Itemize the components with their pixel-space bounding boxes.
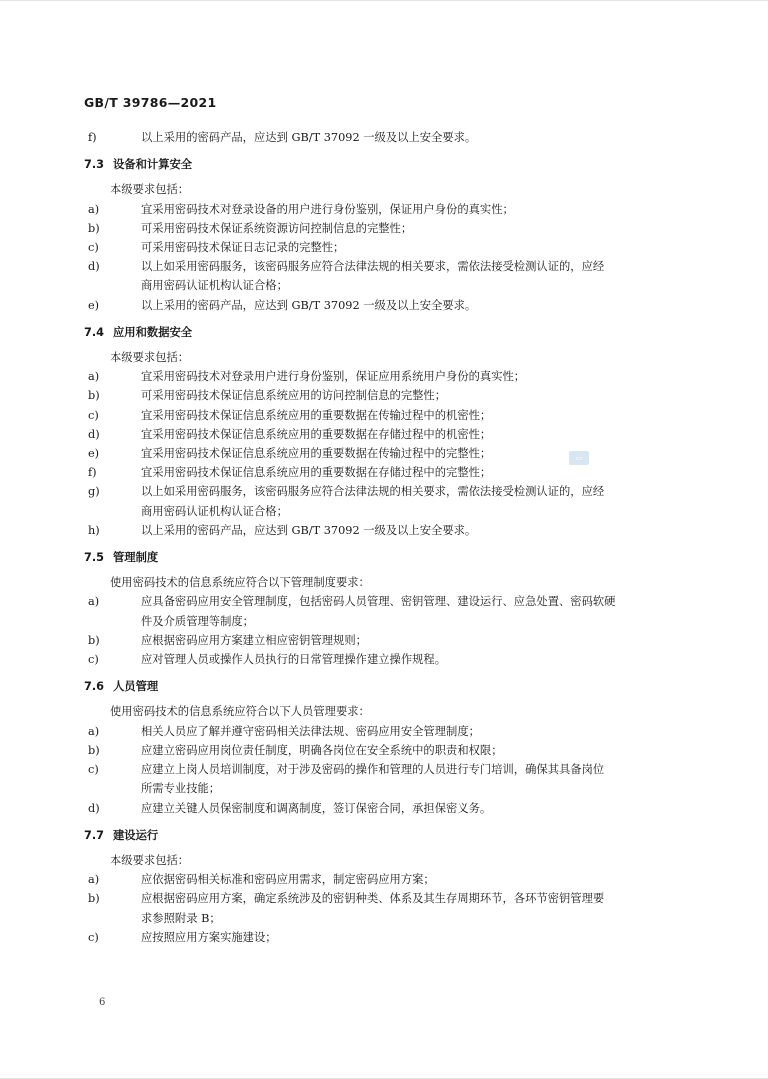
list-item <box>84 296 684 315</box>
item-text-line: 以上采用的密码产品，应达到 GB/T 37092 一级及以上安全要求。 <box>141 523 477 537</box>
section-title: 设备和计算安全 <box>113 158 193 172</box>
item-marker: b) <box>88 221 100 235</box>
item-text-line: 以上采用的密码产品，应达到 GB/T 37092 一级及以上安全要求。 <box>141 298 477 312</box>
document-body <box>84 128 684 947</box>
item-text-line: 应建立关键人员保密制度和调离制度，签订保密合同，承担保密义务。 <box>141 801 492 815</box>
item-marker: d) <box>88 260 100 274</box>
item-text-line: 应根据密码应用方案建立相应密钥管理规则； <box>141 633 367 647</box>
standard-code: GB/T 39786—2021 <box>84 95 217 110</box>
item-marker: a) <box>88 724 100 738</box>
item-text-line: 应建立密码应用岗位责任制度，明确各岗位在安全系统中的职责和权限； <box>141 743 503 757</box>
item-marker: e) <box>88 298 100 312</box>
watermark-logo: ▭ <box>569 451 589 465</box>
item-marker: c) <box>88 408 99 422</box>
item-text-line: 求参照附录 B； <box>141 911 221 925</box>
sections-container <box>84 155 684 947</box>
section-number: 7.3 <box>84 158 105 172</box>
item-marker: d) <box>88 427 100 441</box>
item-marker: a) <box>88 873 100 887</box>
item-marker: c) <box>88 653 99 667</box>
list-item <box>84 238 684 257</box>
section-heading <box>84 548 684 567</box>
page-number: 6 <box>99 997 106 1008</box>
item-marker: b) <box>88 389 100 403</box>
list-item <box>84 257 684 295</box>
item-marker: a) <box>88 595 100 609</box>
item-text-line: 商用密码认证机构认证合格； <box>141 279 288 293</box>
list-item <box>84 741 684 760</box>
item-text-line: 宜采用密码技术保证信息系统应用的重要数据在存储过程中的机密性； <box>141 427 492 441</box>
item-text-line: 可采用密码技术保证日志记录的完整性； <box>141 241 345 255</box>
section-intro: 本级要求包括： <box>110 183 190 197</box>
section-title: 应用和数据安全 <box>113 325 193 339</box>
list-item <box>84 367 684 386</box>
item-marker: f) <box>88 131 97 144</box>
section-intro: 本级要求包括： <box>110 351 190 365</box>
list-item <box>84 482 684 520</box>
item-text: 以上采用的密码产品，应达到 GB/T 37092 一级及以上安全要求。 <box>141 131 477 144</box>
list-item <box>84 870 684 889</box>
item-text-line: 应按照应用方案实施建设； <box>141 930 277 944</box>
item-text-line: 所需专业技能； <box>141 782 221 796</box>
item-text-line: 以上如采用密码服务，该密码服务应符合法律法规的相关要求，需依法接受检测认证的，应经 <box>141 260 605 274</box>
section-number: 7.4 <box>84 325 105 339</box>
item-marker: g) <box>88 485 100 499</box>
section-heading <box>84 677 684 696</box>
item-text-line: 宜采用密码技术保证信息系统应用的重要数据在传输过程中的完整性； <box>141 447 492 461</box>
item-text-line: 应对管理人员或操作人员执行的日常管理操作建立操作规程。 <box>141 653 447 667</box>
item-marker: e) <box>88 447 100 461</box>
list-item <box>84 386 684 405</box>
item-text-line: 商用密码认证机构认证合格； <box>141 504 288 518</box>
section-heading <box>84 826 684 845</box>
item-text-line: 以上如采用密码服务，该密码服务应符合法律法规的相关要求，需依法接受检测认证的，应经 <box>141 485 605 499</box>
item-marker: a) <box>88 202 100 216</box>
list-item <box>84 722 684 741</box>
item-text-line: 可采用密码技术保证信息系统应用的访问控制信息的完整性； <box>141 389 447 403</box>
item-text-line: 应建立上岗人员培训制度，对于涉及密码的操作和管理的人员进行专门培训，确保其具备岗位 <box>141 763 605 777</box>
list-item <box>84 631 684 650</box>
list-item <box>84 889 684 927</box>
list-item <box>84 219 684 238</box>
section-number: 7.6 <box>84 680 105 694</box>
item-text-line: 应根据密码应用方案，确定系统涉及的密钥种类、体系及其生存周期环节，各环节密钥管理要 <box>141 892 605 906</box>
item-marker: a) <box>88 370 100 384</box>
item-marker: b) <box>88 892 100 906</box>
section-heading <box>84 323 684 342</box>
section-number: 7.7 <box>84 828 105 842</box>
list-item <box>84 444 684 463</box>
item-text-line: 件及介质管理等制度； <box>141 614 254 628</box>
item-text-line: 宜采用密码技术对登录用户进行身份鉴别，保证应用系统用户身份的真实性； <box>141 370 526 384</box>
list-item <box>84 463 684 482</box>
item-marker: h) <box>88 523 100 537</box>
section-number: 7.5 <box>84 551 105 565</box>
section-title: 人员管理 <box>113 680 159 694</box>
item-text-line: 可采用密码技术保证系统资源访问控制信息的完整性； <box>141 221 413 235</box>
item-marker: c) <box>88 763 99 777</box>
item-marker: c) <box>88 241 99 255</box>
item-text-line: 相关人员应了解并遵守密码相关法律法规、密码应用安全管理制度； <box>141 724 480 738</box>
list-item <box>84 799 684 818</box>
section-intro: 本级要求包括： <box>110 853 190 867</box>
item-marker: d) <box>88 801 100 815</box>
section-heading <box>84 155 684 174</box>
item-text-line: 应具备密码应用安全管理制度，包括密码人员管理、密钥管理、建设运行、应急处置、密码软硬 <box>141 595 616 609</box>
item-marker: b) <box>88 743 100 757</box>
item-text-line: 应依据密码相关标准和密码应用需求，制定密码应用方案； <box>141 873 435 887</box>
list-item <box>84 760 684 798</box>
item-marker: f) <box>88 466 97 480</box>
list-item <box>84 128 684 147</box>
item-marker: c) <box>88 930 99 944</box>
list-item <box>84 928 684 947</box>
item-marker: b) <box>88 633 100 647</box>
section-title: 建设运行 <box>113 828 159 842</box>
item-text-line: 宜采用密码技术保证信息系统应用的重要数据在存储过程中的完整性； <box>141 466 492 480</box>
list-item <box>84 406 684 425</box>
section-intro: 使用密码技术的信息系统应符合以下管理制度要求： <box>110 576 370 590</box>
list-item <box>84 592 684 630</box>
list-item <box>84 650 684 669</box>
list-item <box>84 521 684 540</box>
item-text-line: 宜采用密码技术对登录设备的用户进行身份鉴别，保证用户身份的真实性； <box>141 202 514 216</box>
list-item <box>84 200 684 219</box>
list-item <box>84 425 684 444</box>
section-title: 管理制度 <box>113 551 159 565</box>
section-intro: 使用密码技术的信息系统应符合以下人员管理要求： <box>110 705 370 719</box>
item-text-line: 宜采用密码技术保证信息系统应用的重要数据在传输过程中的机密性； <box>141 408 492 422</box>
